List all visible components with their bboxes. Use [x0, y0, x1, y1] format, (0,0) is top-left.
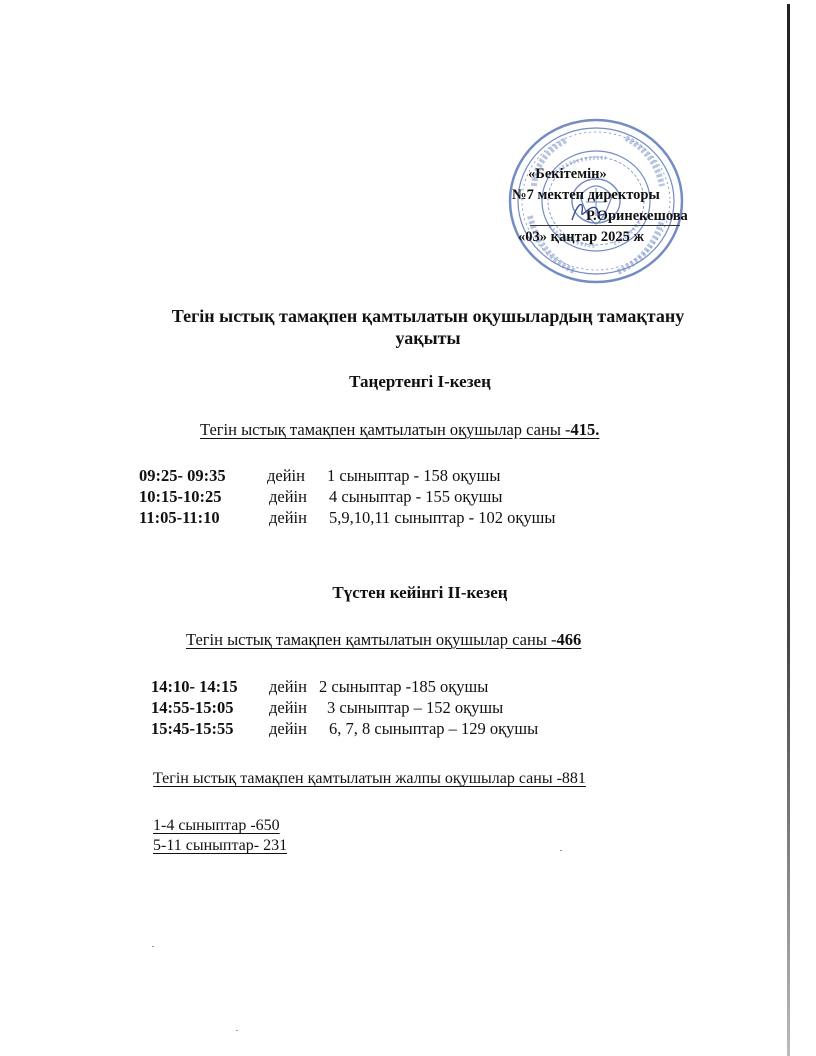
schedule-time: 11:05-11:10	[139, 508, 220, 527]
schedule-row	[139, 507, 555, 528]
section-2-heading: Түстен кейінгі ІІ-кезең	[332, 583, 508, 602]
schedule-desc: 5,9,10,11 сыныптар - 102 оқушы	[329, 508, 556, 527]
schedule-desc: 4 сыныптар - 155 оқушы	[329, 487, 503, 506]
schedule-until: дейін	[269, 487, 307, 506]
section-1-schedule	[139, 465, 555, 528]
signature-mark	[568, 198, 608, 224]
schedule-row	[151, 718, 538, 739]
section-1-heading: Таңертенгі І-кезең	[349, 372, 491, 391]
approval-block	[512, 164, 742, 248]
schedule-desc: 3 сыныптар – 152 оқушы	[327, 698, 504, 717]
schedule-row	[151, 697, 538, 718]
document-title: Тегін ыстық тамақпен қамтылатын оқушылардың тамақтану уақыты	[171, 306, 685, 348]
grade-total-1-4: 1-4 сыныптар -650	[153, 817, 280, 834]
schedule-until: дейін	[267, 466, 305, 485]
schedule-time: 14:10- 14:15	[151, 677, 238, 696]
schedule-until: дейін	[269, 698, 307, 717]
scan-speck	[152, 946, 154, 947]
section-2-count-label: Тегін ыстық тамақпен қамтылатын оқушылар саны -	[186, 630, 557, 649]
schedule-row	[139, 486, 555, 507]
section-1-count-label: Тегін ыстық тамақпен қамтылатын оқушылар саны -	[200, 420, 571, 439]
approval-heading: «Бекітемін»	[528, 166, 607, 182]
schedule-row	[139, 465, 555, 486]
scan-speck	[560, 850, 562, 851]
schedule-time: 10:15-10:25	[139, 487, 222, 506]
section-2-schedule	[151, 676, 538, 739]
schedule-desc: 2 сыныптар -185 оқушы	[319, 677, 489, 696]
section-2-count	[186, 630, 581, 650]
schedule-until: дейін	[269, 508, 307, 527]
section-1-count-value: 415	[570, 420, 596, 439]
signature-line	[530, 225, 680, 226]
schedule-time: 09:25- 09:35	[139, 466, 226, 485]
grade-total-5-11: 5-11 сыныптар- 231	[153, 837, 288, 854]
director-name: Р.Оринекешова	[586, 208, 688, 224]
schedule-row	[151, 676, 538, 697]
total-students-line: Тегін ыстық тамақпен қамтылатын жалпы оқушылар саны -881	[153, 770, 586, 787]
section-2-count-value: 466	[556, 630, 582, 649]
schedule-time: 14:55-15:05	[151, 698, 234, 717]
schedule-desc: 6, 7, 8 сыныптар – 129 оқушы	[329, 719, 539, 738]
scan-speck	[236, 1030, 238, 1031]
approval-date: «03» қаңтар 2025 ж	[518, 229, 644, 245]
schedule-desc: 1 сыныптар - 158 оқушы	[327, 466, 501, 485]
page-edge-line	[787, 4, 790, 1056]
schedule-time: 15:45-15:55	[151, 719, 234, 738]
schedule-until: дейін	[269, 677, 307, 696]
grade-totals	[153, 816, 287, 856]
schedule-until: дейін	[269, 719, 307, 738]
section-1-count	[200, 420, 599, 440]
director-name-line	[512, 206, 742, 227]
section-1-count-suffix: .	[595, 420, 600, 439]
director-title: №7 мектеп директоры	[512, 187, 660, 203]
